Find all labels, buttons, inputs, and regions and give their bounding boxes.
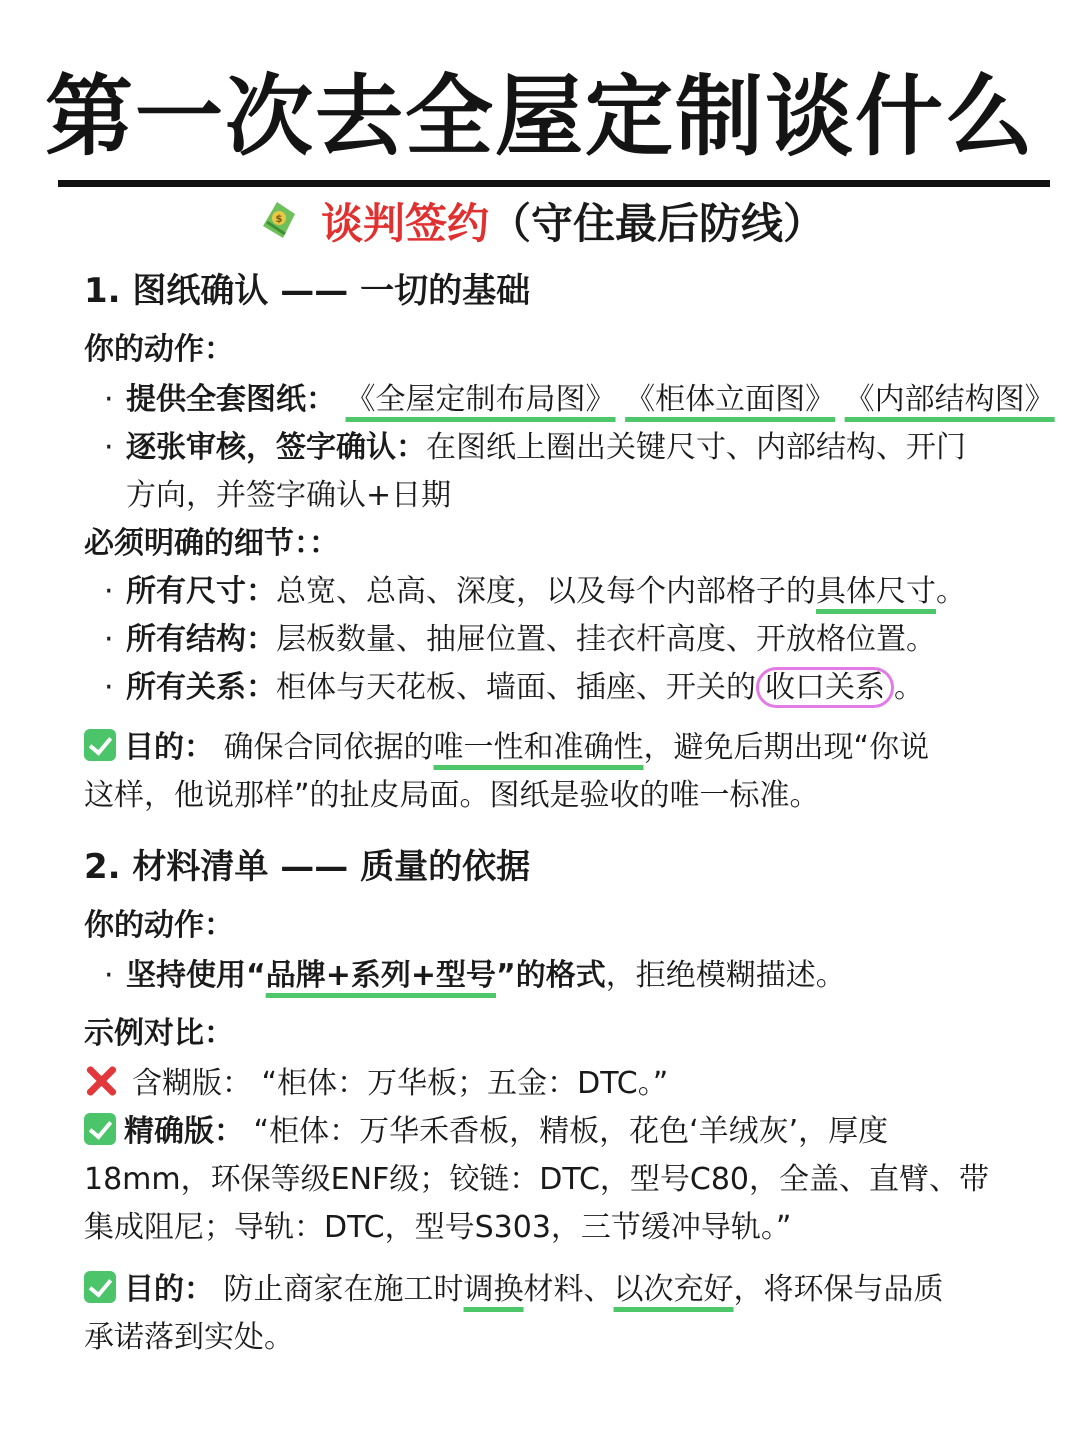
cross-icon <box>84 1064 118 1098</box>
purpose2-line2: 承诺落到实处。 <box>84 1320 294 1355</box>
bullet: · <box>104 622 114 657</box>
precise-example <box>84 1108 1044 1252</box>
purpose2-underlined1: 调换 <box>463 1272 524 1307</box>
detail3-circled: 收口关系 <box>756 667 894 708</box>
part1-purpose <box>84 724 1044 820</box>
part1-heading: 1. 图纸确认 —— 一切的基础 <box>84 271 531 311</box>
purpose2-text2: 材料、 <box>523 1272 614 1307</box>
detail1-end: 。 <box>936 574 966 609</box>
action2-label: 逐张审核，签字确认： <box>126 430 426 465</box>
purpose2-label: 目的： <box>124 1272 214 1307</box>
purpose1-underlined: 唯一性和准确性 <box>433 730 644 765</box>
detail2-text: 层板数量、抽屉位置、挂衣杆高度、开放格位置。 <box>276 622 936 657</box>
bullet: · <box>104 382 114 417</box>
precise-line2: 18mm，环保等级ENF级；铰链：DTC，型号C80，全盖、直臂、带 <box>84 1162 990 1197</box>
bullet: · <box>104 670 114 705</box>
action2-text-cont: 方向，并签字确认+日期 <box>126 478 452 513</box>
precise-line1: “柜体：万华禾香板，精板，花色‘羊绒灰’，厚度 <box>253 1114 889 1149</box>
detail-structures <box>84 616 1044 664</box>
p2-action-underlined: 品牌+系列+型号 <box>265 958 496 993</box>
doc-structure: 《内部结构图》 <box>844 382 1055 417</box>
part2-actions-label: 你的动作： <box>84 908 234 943</box>
detail1-underlined: 具体尺寸 <box>816 574 936 609</box>
part1-actions-label: 你的动作： <box>84 332 234 367</box>
part2-action1 <box>84 952 1044 1000</box>
bullet: · <box>104 958 114 993</box>
bullet: · <box>104 574 114 609</box>
part2-heading: 2. 材料清单 —— 质量的依据 <box>84 847 531 887</box>
check-icon <box>84 1113 116 1145</box>
detail1-text: 总宽、总高、深度，以及每个内部格子的 <box>276 574 816 609</box>
section-highlight: 谈判签约 <box>320 199 489 248</box>
doc-elevation: 《柜体立面图》 <box>625 382 836 417</box>
purpose1-line2: 这样，他说那样”的扯皮局面。图纸是验收的唯一标准。 <box>84 778 820 813</box>
purpose2-text3: ，将环保与品质 <box>733 1272 944 1307</box>
detail3-end: 。 <box>894 670 924 705</box>
part1-action1 <box>84 376 1055 424</box>
section-subtitle: （守住最后防线） <box>489 199 826 248</box>
purpose1-text2: ，避免后期出现“你说 <box>643 730 930 765</box>
svg-text:$: $ <box>275 213 283 225</box>
bullet: · <box>104 430 114 465</box>
detail1-label: 所有尺寸： <box>126 574 276 609</box>
purpose1-label: 目的： <box>124 730 214 765</box>
detail-sizes <box>84 568 1044 616</box>
section-heading <box>0 196 1080 256</box>
vague-example <box>84 1060 1044 1108</box>
part2-purpose <box>84 1266 1044 1362</box>
purpose1-text1: 确保合同依据的 <box>223 730 434 765</box>
doc-layout: 《全屋定制布局图》 <box>345 382 616 417</box>
part1-action2 <box>84 424 1044 520</box>
action1-label: 提供全套图纸： <box>126 382 336 417</box>
purpose2-underlined2: 以次充好 <box>613 1272 734 1307</box>
page-title: 第一次去全屋定制谈什么 <box>44 65 1035 168</box>
detail3-text: 柜体与天花板、墙面、插座、开关的 <box>276 670 756 705</box>
p2-action-label: 坚持使用“ <box>126 958 266 993</box>
part1-details-label: 必须明确的细节：： <box>84 526 339 561</box>
title-divider <box>58 180 1050 187</box>
purpose2-text1: 防止商家在施工时 <box>223 1272 464 1307</box>
detail3-label: 所有关系： <box>126 670 276 705</box>
detail2-label: 所有结构： <box>126 622 276 657</box>
p2-action-label-end: ”的格式 <box>496 958 606 993</box>
precise-label: 精确版： <box>124 1114 244 1149</box>
p2-action-text: ，拒绝模糊描述。 <box>605 958 846 993</box>
action2-text: 在图纸上圈出关键尺寸、内部结构、开门 <box>426 430 966 465</box>
vague-label: 含糊版： <box>132 1066 252 1101</box>
money-bag-icon <box>255 198 299 256</box>
check-icon <box>84 729 116 761</box>
detail-relations <box>84 664 1044 712</box>
check-icon <box>84 1271 116 1303</box>
precise-line3: 集成阻尼；导轨：DTC，型号S303，三节缓冲导轨。” <box>84 1210 792 1245</box>
compare-label: 示例对比： <box>84 1016 234 1051</box>
vague-text: “柜体：万华板；五金：DTC。” <box>261 1066 669 1101</box>
